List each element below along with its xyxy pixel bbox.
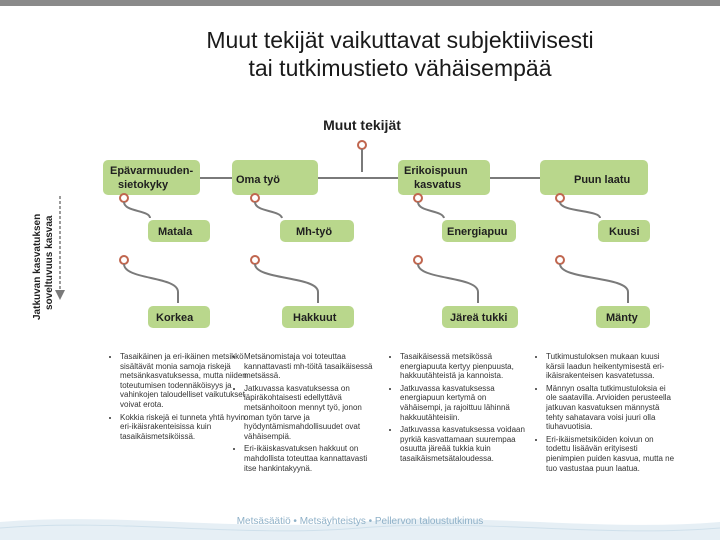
bullets-wood-quality — [538, 352, 676, 476]
header-uncertainty-line-2: sietokyky — [118, 179, 169, 191]
top-label-wood-quality: Kuusi — [609, 226, 640, 238]
bullet-item: • Männyn osalta tutkimustuloksia ei ole saatavilla. Arvioiden perusteella jatkuvan kasvatuksen männystä tehty sahatavara voisi juuri olla tiuhavuotisia. — [546, 384, 676, 432]
top-label-special-wood: Energiapuu — [447, 226, 508, 238]
column-special-wood — [398, 160, 518, 328]
bottom-label-uncertainty: Korkea — [156, 312, 194, 324]
header-special-wood-line-1: Erikoispuun — [404, 165, 468, 177]
slide-footer: Metsäsäätiö • Metsäyhteistys • Pellervon taloustutkimus — [236, 516, 484, 527]
top-label-uncertainty: Matala — [158, 226, 193, 238]
side-label-line-1: Jatkuvan kasvatuksen — [32, 213, 43, 320]
bullet-item: • Kokkia riskejä ei tunneta yhtä hyvin eri-ikäisrakenteisissa kuin tasaikäismetsiköissä. — [120, 413, 250, 442]
bullets-special-wood — [392, 352, 530, 467]
diagram-root-label: Muut tekijät — [323, 117, 401, 133]
header-uncertainty-line-1: Epävarmuuden- — [110, 165, 194, 177]
bullet-item: • Metsänomistaja voi toteuttaa kannattavasti mh-töitä tasaikäisessä metsässä. — [244, 352, 374, 381]
header-wood-quality-line-1: Puun laatu — [574, 174, 631, 186]
side-arrow — [55, 196, 65, 300]
slide-title-line-2: tai tutkimustieto vähäisempää — [248, 55, 552, 81]
bottom-label-own-work: Hakkuut — [293, 312, 337, 324]
header-special-wood-line-2: kasvatus — [414, 179, 462, 191]
bullet-item: • Eri-ikäiskasvatuksen hakkuut on mahdollista toteuttaa kannattavasti itse hankintakyynä. — [244, 444, 374, 473]
bullets-uncertainty — [112, 352, 250, 444]
column-uncertainty — [103, 160, 210, 328]
bullet-item: • Eri-ikäismetsiköiden koivun on todettu lisäävän erityisesti pienimpien puiden kasvua, mutta ne tuo vastustaa puun laatua. — [546, 435, 676, 473]
bullet-item: • Tasaikäinen ja eri-ikäinen metsikkö sisältävät monia samoja riskejä metsänkasvatuksessa, mutta niiden toteutumisen todennäköisyys ja vahinkojen taloudelliset vaikutukset voivat erota. — [120, 352, 250, 410]
column-own-work — [232, 160, 354, 328]
side-label-line-2: soveltuvuus kasvaa — [44, 215, 55, 310]
header-own-work-line-1: Oma työ — [236, 174, 281, 186]
bullets-own-work — [236, 352, 374, 476]
bullet-item: • Tutkimustuloksen mukaan kuusi kärsii laadun heikentymisestä eri-ikäisrakenteisen kasvatetussa. — [546, 352, 676, 381]
bullet-item: • Jatkuvassa kasvatuksessa voidaan pyrkiä kasvattamaan suurempaa osuutta järeää tukkia kuin tasaikäismetsätaloudessa. — [400, 425, 530, 463]
bottom-label-special-wood: Järeä tukki — [450, 312, 508, 324]
bullet-item: • Tasaikäisessä metsikössä energiapuuta kertyy pienpuusta, hakkuutähteistä ja kannoista. — [400, 352, 530, 381]
slide-title-line-1: Muut tekijät vaikuttavat subjektiivisesti — [206, 27, 594, 53]
bullet-item: • Jatkuvassa kasvatuksessa on läpiräkohtaisesti edellyttävä metsänhoitoon mennyt työ, jonon oman työn tarve ja hyödyntämismahdollisuudet ovat vähäisempiä. — [244, 384, 374, 442]
bullet-item: • Jatkuvassa kasvatuksessa energiapuun kertymä on vähäisempi, ja rajoittuu lähinnä hakkuutähteisiin. — [400, 384, 530, 422]
top-label-own-work: Mh-työ — [296, 226, 333, 238]
column-wood-quality — [540, 160, 650, 328]
bottom-label-wood-quality: Mänty — [606, 312, 638, 324]
